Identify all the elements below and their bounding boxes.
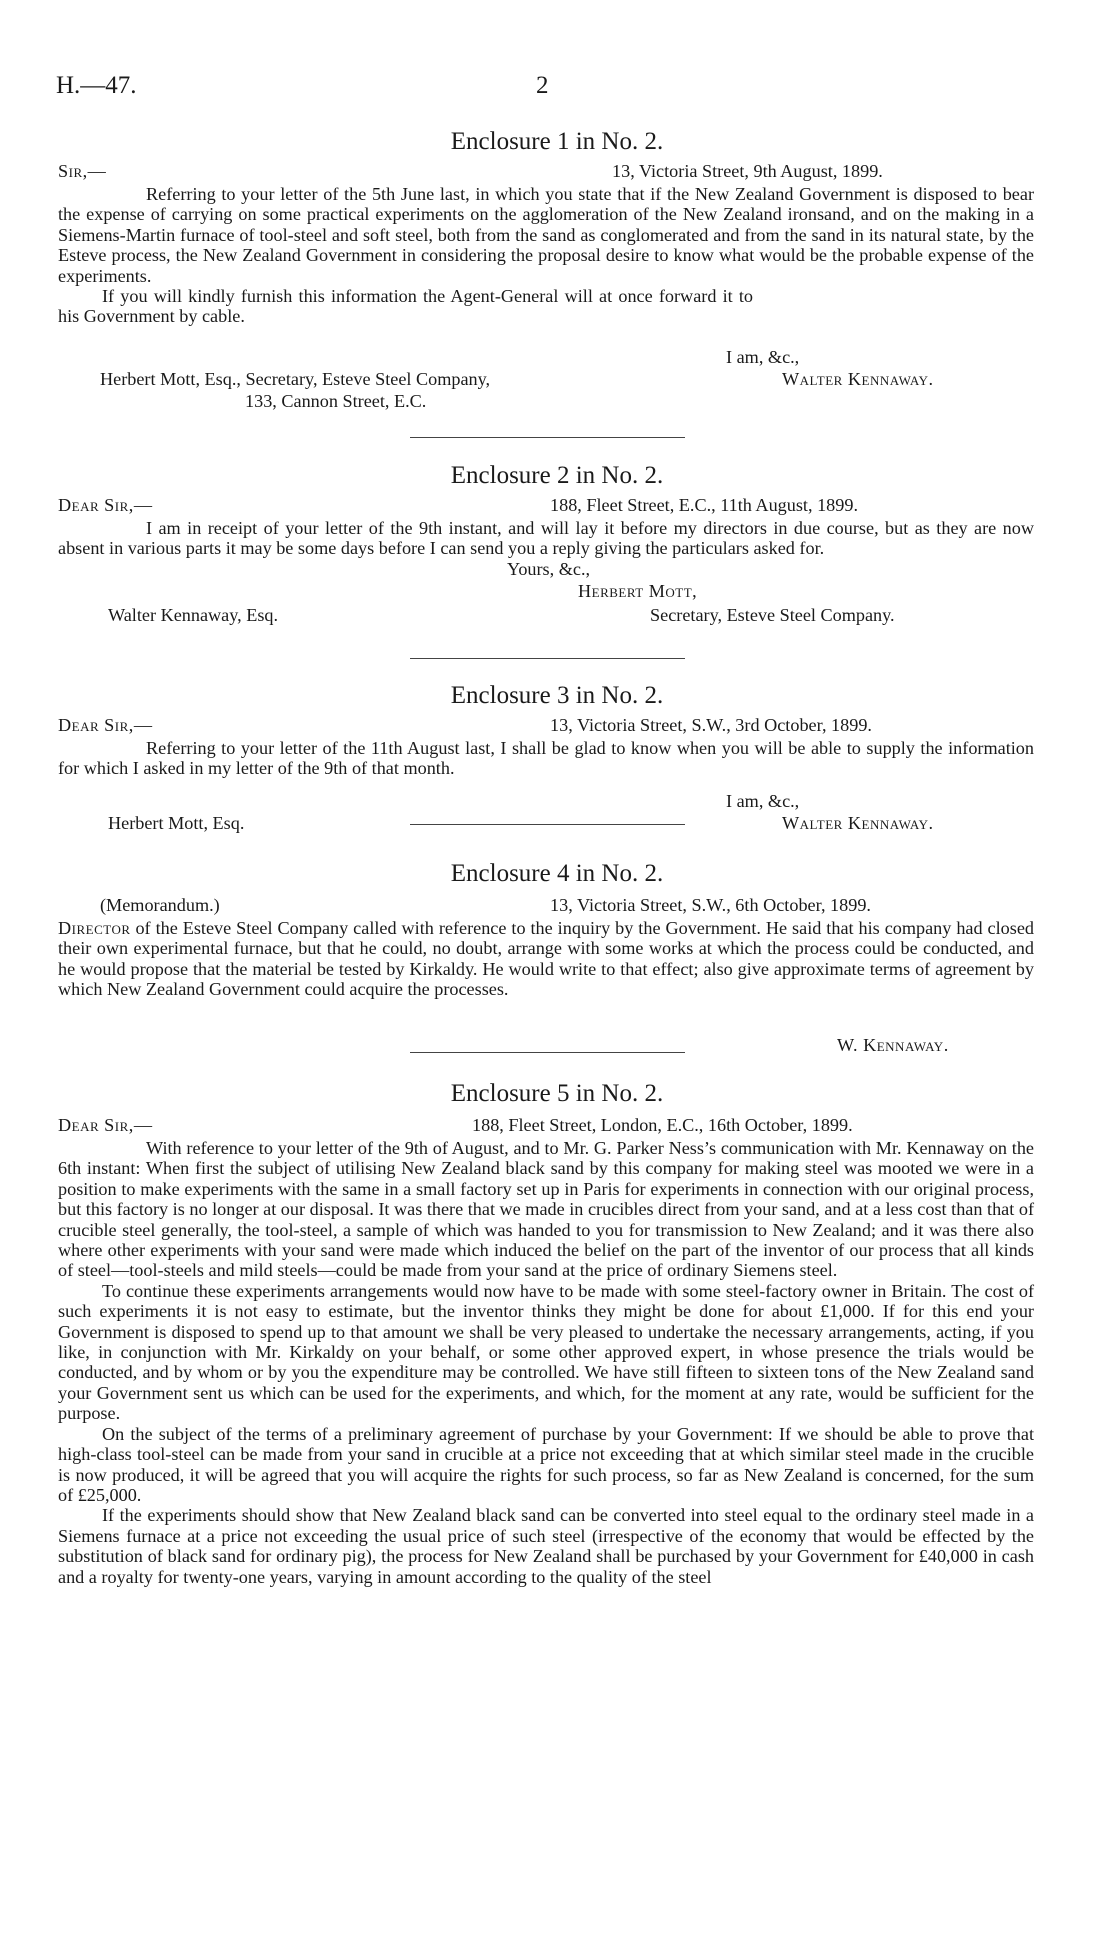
paragraph: Referring to your letter of the 11th August last, I shall be glad to know when you will be able to supply the information for which I asked in my letter of the 9th of that month. bbox=[58, 738, 1034, 779]
enclosure-3-addressee: Herbert Mott, Esq. bbox=[108, 813, 245, 833]
enclosure-1-signature: Walter Kennaway. bbox=[782, 369, 934, 389]
divider bbox=[410, 824, 685, 825]
enclosure-1-addressee-line2: 133, Cannon Street, E.C. bbox=[245, 391, 427, 411]
enclosure-2-signature: Herbert Mott, bbox=[578, 581, 698, 601]
enclosure-2-body bbox=[58, 518, 1034, 559]
enclosure-1-dateline: 13, Victoria Street, 9th August, 1899. bbox=[612, 161, 883, 181]
enclosure-4-title: Enclosure 4 in No. 2. bbox=[450, 860, 664, 887]
divider bbox=[410, 1052, 685, 1053]
enclosure-2-addressee: Walter Kennaway, Esq. bbox=[108, 605, 279, 625]
paragraph: With reference to your letter of the 9th of August, and to Mr. G. Parker Ness’s communication with Mr. Kennaway on the 6th instant: When first the subject of utilising New Zealand black sand by this company for making steel was mooted we were in a position to make experiments with the same in a small factory set up in Paris for experiments in connection with our original process, but this factory is no longer at our disposal. It was there that we made in crucibles direct from your sand, and at a less cost than that of crucible steel generally, the tool-steel, a sample of which was handed to you for transmission to New Zealand; and it was there also where other experiments with your sand were made which induced the belief on the part of the inventor of our process that all kinds of steel—tool-steels and mild steels—could be made from your sand at the price of ordinary Siemens steel. bbox=[58, 1138, 1034, 1281]
enclosure-4-body bbox=[58, 918, 1034, 1000]
enclosure-2-salutation: Dear Sir,— bbox=[58, 495, 153, 515]
divider bbox=[410, 658, 685, 659]
enclosure-3-signature: Walter Kennaway. bbox=[782, 813, 934, 833]
enclosure-3-closing: I am, &c., bbox=[726, 791, 800, 811]
enclosure-5-body bbox=[58, 1138, 1034, 1587]
enclosure-2-signature-title: Secretary, Esteve Steel Company. bbox=[650, 605, 895, 625]
divider bbox=[410, 437, 685, 438]
document-reference: H.—47. bbox=[56, 72, 137, 99]
enclosure-3-dateline: 13, Victoria Street, S.W., 3rd October, 1899. bbox=[550, 715, 872, 735]
enclosure-4-dateline: 13, Victoria Street, S.W., 6th October, 1899. bbox=[550, 895, 871, 915]
enclosure-1-salutation: Sir,— bbox=[58, 161, 107, 181]
enclosure-3-title: Enclosure 3 in No. 2. bbox=[450, 682, 664, 709]
enclosure-2-title: Enclosure 2 in No. 2. bbox=[450, 462, 664, 489]
enclosure-1-title: Enclosure 1 in No. 2. bbox=[450, 128, 664, 155]
enclosure-2-dateline: 188, Fleet Street, E.C., 11th August, 1899. bbox=[550, 495, 858, 515]
paragraph: To continue these experiments arrangements would now have to be made with some steel-factory owner in Britain. The cost of such experiments it is not easy to estimate, but the inventor thinks they might be done for about £1,000. If for this end your Government is disposed to spend up to that amount we shall be very pleased to undertake the necessary arrangements, acting, if you like, in conjunction with Mr. Kirkaldy on your behalf, or some other approved expert, in whose presence the trials would be conducted, and by whom or by you the expenditure may be controlled. We have still fifteen to sixteen tons of the New Zealand sand your Government sent us which can be used for the experiments, and which, for the moment at any rate, would be sufficient for the purpose. bbox=[58, 1280, 1034, 1424]
paragraph: I am in receipt of your letter of the 9th instant, and will lay it before my directors in due course, but as they are now absent in various parts it may be some days before I can send you a reply giving the particulars asked for. bbox=[58, 518, 1034, 559]
paragraph: If you will kindly furnish this information the Agent-General will at once forward it to his Government by cable. bbox=[58, 286, 753, 327]
enclosure-1-body bbox=[58, 184, 1034, 327]
enclosure-3-salutation: Dear Sir,— bbox=[58, 715, 153, 735]
paragraph: Director of the Esteve Steel Company called with reference to the inquiry by the Government. He said that his company had closed their own experimental furnace, but that he could, no doubt, arrange with some works at which the process could be conducted, and he would propose that the material be tested by Kirkaldy. He would write to that effect; also give approximate terms of agreement by which New Zealand Government could acquire the processes. bbox=[58, 918, 1034, 1000]
enclosure-2-closing: Yours, &c., bbox=[507, 559, 591, 579]
enclosure-1-addressee: Herbert Mott, Esq., Secretary, Esteve Steel Company, bbox=[100, 369, 491, 389]
enclosure-3-body bbox=[58, 738, 1034, 779]
paragraph: If the experiments should show that New Zealand black sand can be converted into steel equal to the ordinary steel made in a Siemens furnace at a price not exceeding the usual price of such steel (irrespective of the economy that would be effected by the substitution of black sand for ordinary pig), the process for New Zealand shall be purchased by your Government for £40,000 in cash and a royalty for twenty-one years, varying in amount according to the quality of the steel bbox=[58, 1505, 1034, 1587]
enclosure-4-signature: W. Kennaway. bbox=[837, 1035, 949, 1055]
enclosure-4-salutation: (Memorandum.) bbox=[100, 895, 220, 915]
paragraph: Referring to your letter of the 5th June last, in which you state that if the New Zealand Government is disposed to bear the expense of carrying on some practical experiments on the agglomeration of the New Zealand ironsand, and on the making in a Siemens-Martin furnace of tool-steel and soft steel, both from the sand as conglomerated and from the sand in its natural state, by the Esteve process, the New Zealand Government in considering the proposal desire to know what would be the probable expense of the experiments. bbox=[58, 184, 1034, 286]
paragraph: On the subject of the terms of a preliminary agreement of purchase by your Government: If we should be able to prove that high-class tool-steel can be made from your sand in crucible at a price not exceeding that at which similar steel made in the crucible is now produced, it will be agreed that you will acquire the rights for such process, so far as New Zealand is concerned, for the sum of £25,000. bbox=[58, 1423, 1034, 1505]
enclosure-5-dateline: 188, Fleet Street, London, E.C., 16th October, 1899. bbox=[472, 1115, 853, 1135]
enclosure-5-title: Enclosure 5 in No. 2. bbox=[450, 1080, 664, 1107]
page-number: 2 bbox=[536, 72, 549, 99]
lead-word: Director bbox=[58, 918, 131, 938]
enclosure-5-salutation: Dear Sir,— bbox=[58, 1115, 153, 1135]
enclosure-1-closing: I am, &c., bbox=[726, 347, 800, 367]
